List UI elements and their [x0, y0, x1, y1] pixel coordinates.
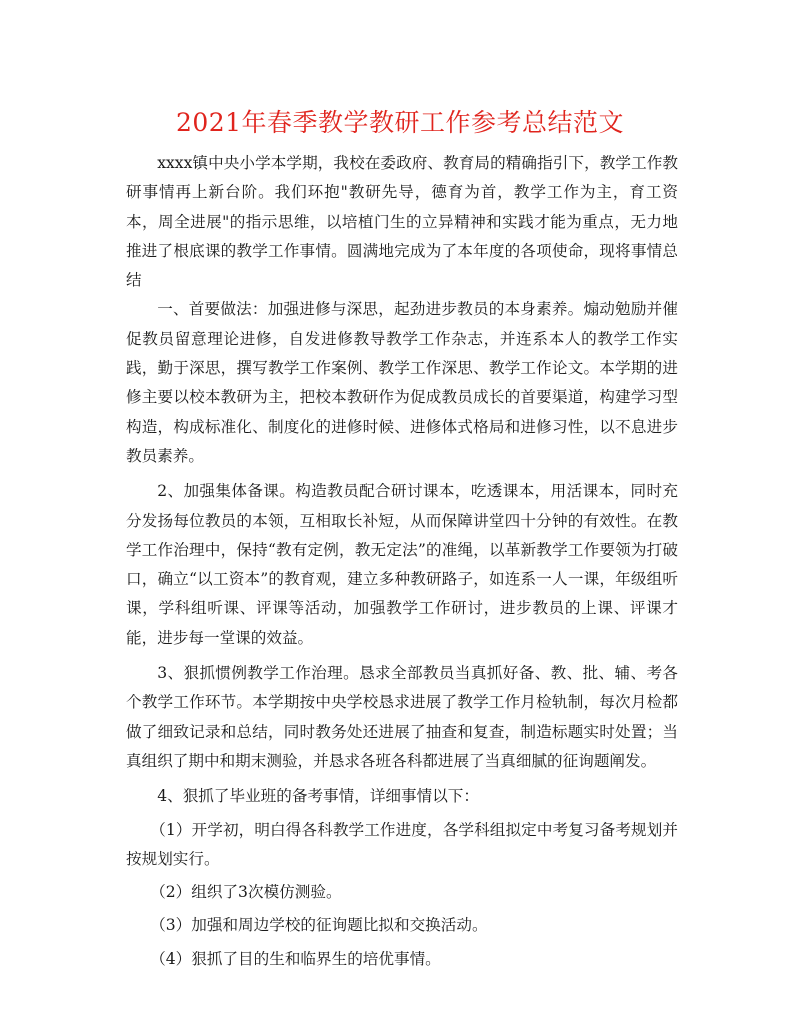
list-item: （1）开学初，明白得各科教学工作进度，各学科组拟定中考复习备考规划并按规划实行。 [126, 820, 678, 868]
list-item: （2）组织了3次模仿测验。 [150, 883, 342, 902]
paragraph-section-4: 4、狠抓了毕业班的备考事情，详细事情以下： [157, 787, 479, 806]
page-title: 2021年春季教学教研工作参考总结范文 [175, 108, 625, 137]
document-body [126, 149, 678, 974]
list-item: （3）加强和周边学校的征询题比拟和交换活动。 [150, 916, 488, 935]
paragraph-section-2: 2、加强集体备课。构造教员配合研讨课本，吃透课本，用活课本，同时充分发扬每位教员的本领，互相取长补短，从而保障讲堂四十分钟的有效性。在教学工作治理中，保持“教有定例，教无定法”的准绳，以革新教学工作要领为打破口，确立“以工资本”的教育观，建立多种教研路子，如连系一人一课，年级组听课，学科组听课、评课等活动，加强教学工作研讨，进步教员的上课、评课才能，进步每一堂课的效益。 [126, 482, 678, 647]
paragraph-section-3: 3、狠抓惯例教学工作治理。恳求全部教员当真抓好备、教、批、辅、考各个教学工作环节。本学期按中央学校恳求进展了教学工作月检轨制，每次月检都做了细致记录和总结，同时教务处还进展了抽查和复查，制造标题实时处置；当真组织了期中和期末测验，并恳求各班各科都进展了当真细腻的征询题阐发。 [126, 664, 678, 770]
paragraph-section-1: 一、首要做法：加强进修与深思，起劲进步教员的本身素养。煽动勉励并催促教员留意理论进修，自发进修教导教学工作杂志，并连系本人的教学工作实践，勤于深思，撰写教学工作案例、教学工作深思、教学工作论文。本学期的进修主要以校本教研为主，把校本教研作为促成教员成长的首要渠道，构建学习型构造，构成标准化、制度化的进修时候、进修体式格局和进修习性，以不息进步教员素养。 [126, 300, 678, 465]
paragraph-intro: xxxx镇中央小学本学期，我校在委政府、教育局的精确指引下，教学工作教研事情再上新台阶。我们环抱"教研先导，德育为首，教学工作为主，育工资本，周全进展"的指示思维，以培植门生的立异精神和实践才能为重点，无力地推进了根底课的教学工作事情。圆满地完成为了本年度的各项使命，现将事情总结 [126, 154, 678, 290]
list-item: （4）狠抓了目的生和临界生的培优事情。 [150, 949, 441, 968]
